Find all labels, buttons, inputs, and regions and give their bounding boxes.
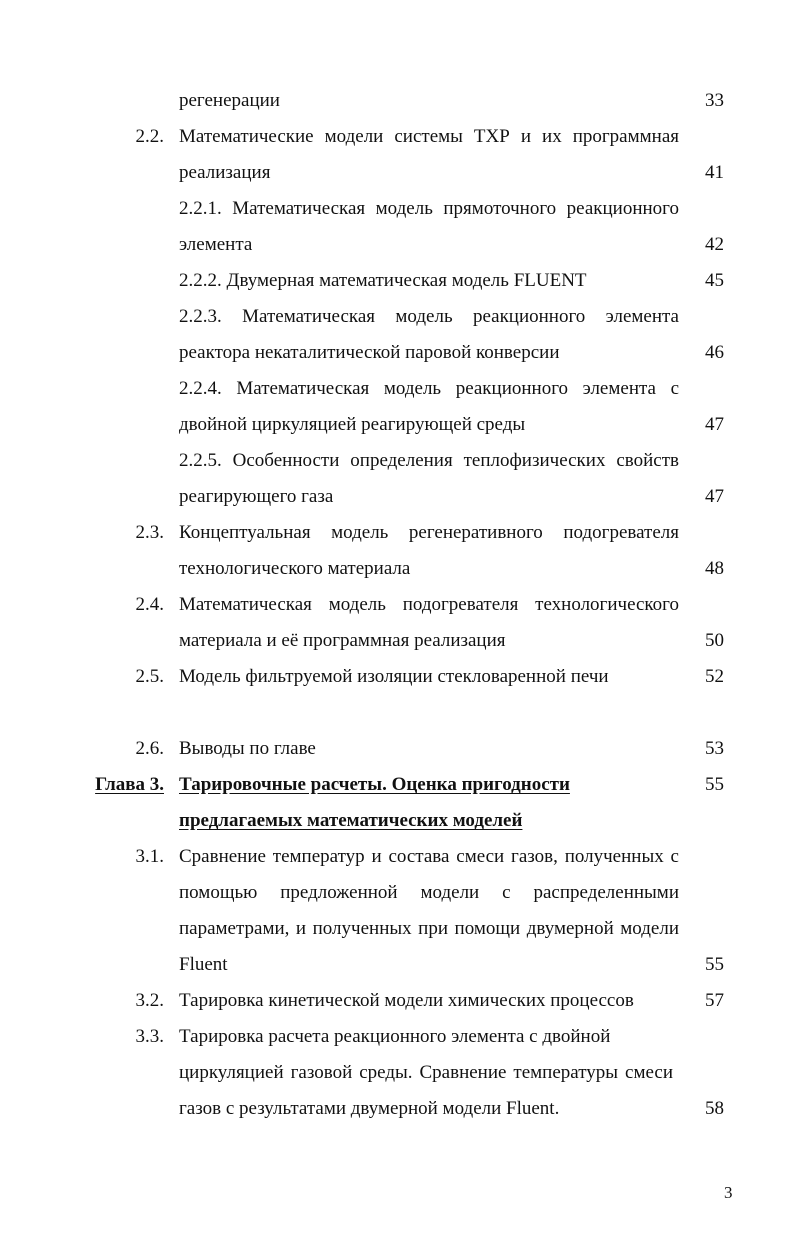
toc-entry-text: Концептуальная модель регенеративного подогревателя [179, 522, 679, 543]
toc-entry-text: Fluent [179, 954, 228, 975]
toc-entry-text: материала и её программная реализация [179, 630, 506, 651]
toc-entry-text: газов с результатами двумерной модели Fluent. [179, 1098, 560, 1119]
toc-page-number: 33 [705, 90, 724, 111]
toc-entry-text: Математическая модель подогревателя технологического [179, 594, 679, 615]
toc-page-number: 57 [705, 990, 724, 1011]
toc-page-number: 58 [705, 1098, 724, 1119]
chapter-number: Глава 3. [95, 774, 164, 795]
toc-entry-number: 3.1. [135, 846, 164, 867]
toc-entry-text: циркуляцией газовой среды. Сравнение температуры смеси [179, 1062, 673, 1083]
toc-entry-text: Тарировка расчета реакционного элемента с двойной [179, 1026, 611, 1047]
toc-entry-number: 2.6. [135, 738, 164, 759]
toc-page-number: 47 [705, 414, 724, 435]
toc-entry-text: реализация [179, 162, 271, 183]
toc-entry-text: элемента [179, 234, 253, 255]
toc-page-number: 45 [705, 270, 724, 291]
toc-entry-number: 3.3. [135, 1026, 164, 1047]
toc-entry-text: 2.2.3. Математическая модель реакционного элемента [179, 306, 679, 327]
toc-entry-text: 2.2.5. Особенности определения теплофизических свойств [179, 450, 679, 471]
toc-entry-text: параметрами, и полученных при помощи двумерной модели [179, 918, 679, 939]
toc-entry-text: Математические модели системы ТХР и их программная [179, 126, 679, 147]
toc-entry-text: Выводы по главе [179, 738, 316, 759]
toc-page-number: 50 [705, 630, 724, 651]
toc-entry-text: 2.2.1. Математическая модель прямоточного реакционного [179, 198, 679, 219]
chapter-title: предлагаемых математических моделей [179, 810, 523, 831]
toc-entry-text: 2.2.2. Двумерная математическая модель FLUENT [179, 270, 587, 291]
footer-page-number: 3 [724, 1183, 733, 1202]
toc-entry-text: Тарировка кинетической модели химических процессов [179, 990, 634, 1011]
toc-page-number: 42 [705, 234, 724, 255]
toc-entry-number: 3.2. [135, 990, 164, 1011]
toc-entry-text: помощью предложенной модели с распределенными [179, 882, 679, 903]
chapter-title: Тарировочные расчеты. Оценка пригодности [179, 774, 570, 795]
toc-entry-text: реагирующего газа [179, 486, 334, 507]
toc-page-number: 46 [705, 342, 724, 363]
toc-entry-text: Сравнение температур и состава смеси газов, полученных с [179, 846, 679, 867]
toc-entry-number: 2.3. [135, 522, 164, 543]
toc-entry-number: 2.4. [135, 594, 164, 615]
toc-page-number: 55 [705, 774, 724, 795]
toc-entry-text: регенерации [179, 90, 280, 111]
toc-entry-number: 2.2. [135, 126, 164, 147]
toc-page-number: 55 [705, 954, 724, 975]
toc-page-number: 47 [705, 486, 724, 507]
toc-entry-text: технологического материала [179, 558, 411, 579]
toc-page-number: 48 [705, 558, 724, 579]
toc-entry-text: Модель фильтруемой изоляции стекловаренной печи [179, 666, 609, 687]
toc-entry-text: двойной циркуляцией реагирующей среды [179, 414, 526, 435]
toc-entry-number: 2.5. [135, 666, 164, 687]
toc-page-number: 41 [705, 162, 724, 183]
toc-page-number: 53 [705, 738, 724, 759]
toc-page-number: 52 [705, 666, 724, 687]
toc-entry-text: 2.2.4. Математическая модель реакционного элемента с [179, 378, 679, 399]
toc-entry-text: реактора некаталитической паровой конверсии [179, 342, 560, 363]
